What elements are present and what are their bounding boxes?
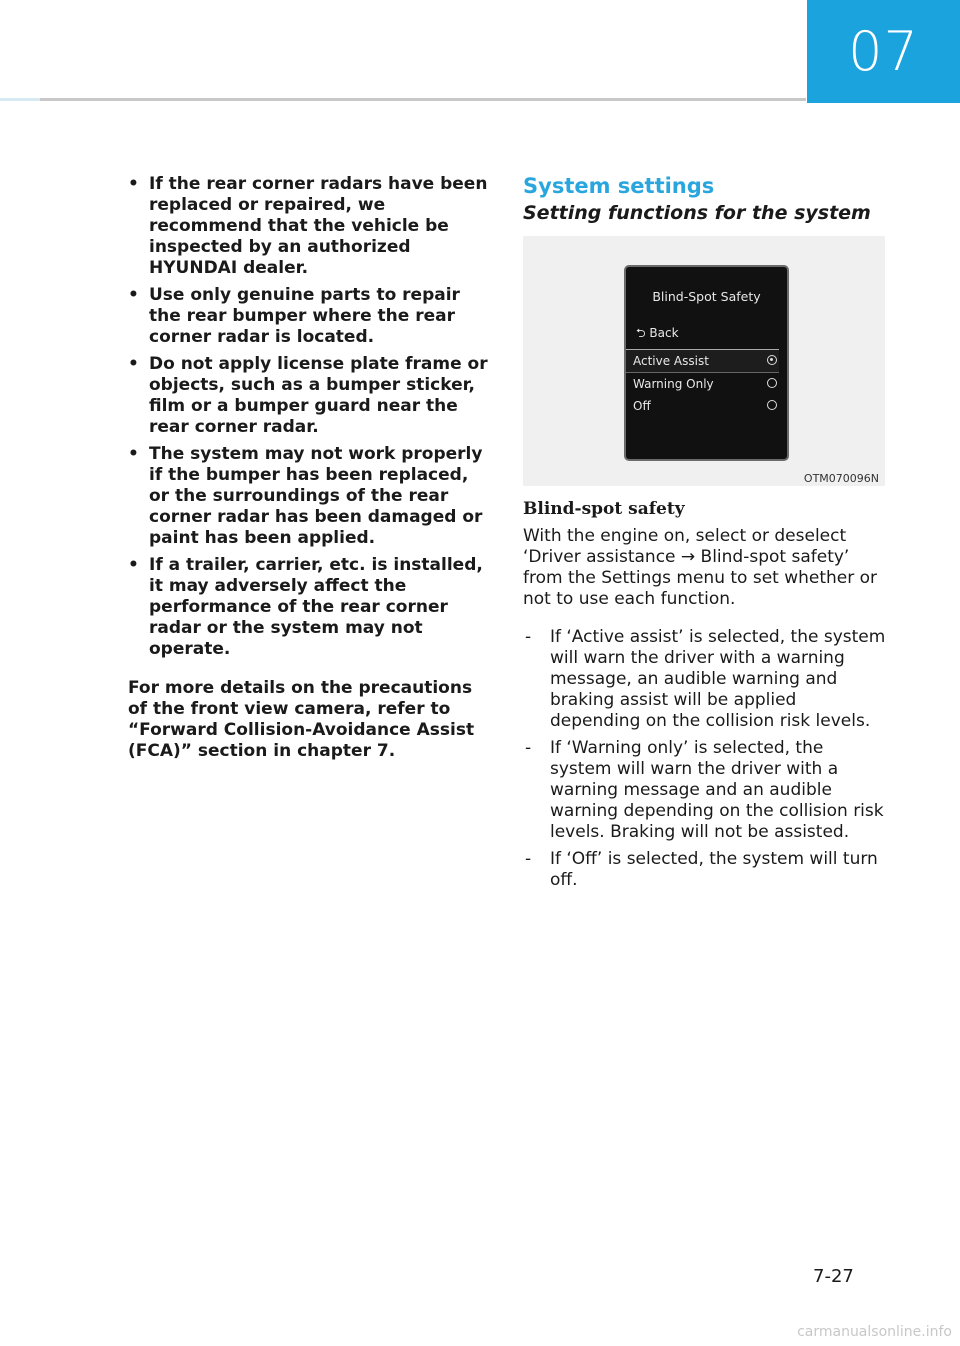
option-label: Off [633, 399, 651, 413]
cluster-screen [624, 265, 789, 461]
list-item: • If the rear corner radars have been replaced or repaired, we recommend that the vehicle be inspected by an authorized HYUNDAI dealer. [128, 174, 488, 279]
radio-unselected-icon [767, 378, 777, 388]
intro-paragraph: With the engine on, select or deselect ‘Driver assistance → Blind-spot safety’ from the Settings menu to set whether or not to use each function. [523, 526, 878, 609]
left-column [128, 174, 488, 779]
right-column [523, 172, 888, 897]
figure-code: OTM070096N [803, 472, 879, 485]
option-label: Active Assist [633, 354, 709, 368]
section-title: System settings [523, 174, 715, 198]
list-item: • The system may not work properly if the bumper has been replaced, or the surroundings of the rear corner radar has been damaged or paint has been applied. [128, 444, 488, 549]
radio-unselected-icon [767, 400, 777, 410]
chapter-tab: 07 [807, 0, 960, 103]
header-rule [0, 98, 806, 101]
blind-spot-heading: Blind-spot safety [523, 499, 685, 519]
screen-title: Blind-Spot Safety [652, 289, 761, 304]
reference-note: For more details on the precautions of the front view camera, refer to “Forward Collision-Avoidance Assist (FCA)” section in chapter 7. [128, 678, 475, 761]
settings-figure [523, 236, 885, 486]
radio-selected-icon [767, 355, 777, 365]
list-item: • Use only genuine parts to repair the rear bumper where the rear corner radar is located. [128, 285, 488, 348]
watermark: carmanualsonline.info [797, 1324, 952, 1340]
list-item: - If ‘Warning only’ is selected, the system will warn the driver with a warning message and an audible warning depending on the collision risk levels. Braking will not be assisted. [523, 738, 888, 843]
section-subtitle: Setting functions for the system [523, 202, 871, 224]
option-label: Warning Only [633, 377, 714, 391]
option-off[interactable] [626, 395, 779, 417]
precautions-list [128, 174, 488, 660]
option-active-assist[interactable] [626, 349, 779, 373]
page-number: 7-27 [813, 1266, 854, 1287]
list-item: • If a trailer, carrier, etc. is installed, it may adversely affect the performance of the rear corner radar or the system may not operate. [128, 555, 488, 660]
option-warning-only[interactable] [626, 373, 779, 395]
header-rule-accent [0, 98, 40, 101]
list-item: - If ‘Off’ is selected, the system will turn off. [523, 849, 888, 891]
options-description-list [523, 627, 888, 891]
list-item: - If ‘Active assist’ is selected, the system will warn the driver with a warning message, an audible warning and braking assist will be applied depending on the collision risk levels. [523, 627, 888, 732]
back-option[interactable]: ⮌ Back [636, 326, 679, 340]
list-item: • Do not apply license plate frame or objects, such as a bumper sticker, film or a bumper guard near the rear corner radar. [128, 354, 488, 438]
